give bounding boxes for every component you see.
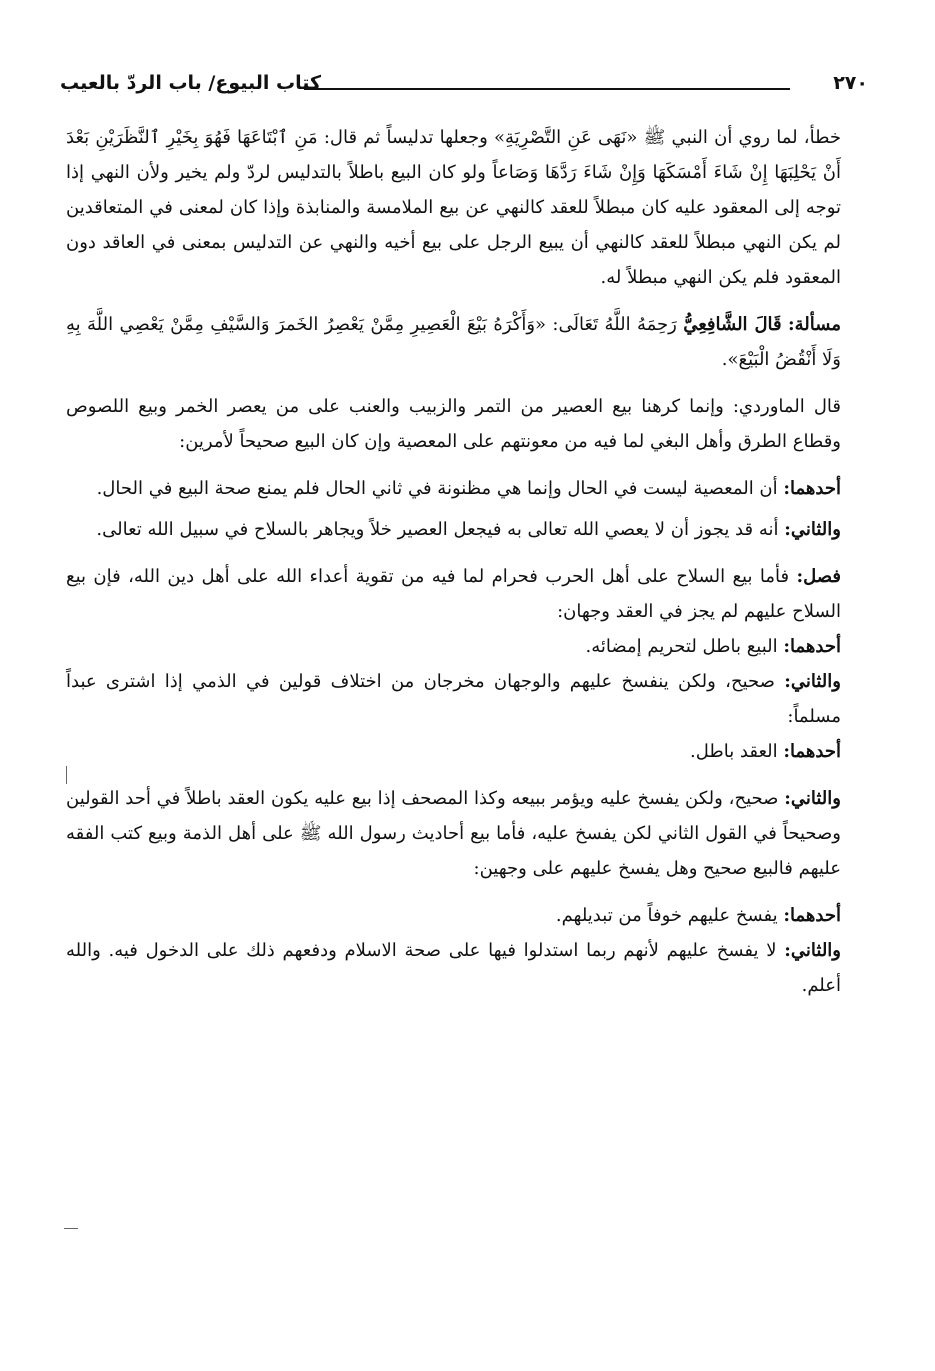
fasl-item-text: صحيح، ولكن يفسخ عليه ويؤمر ببيعه وكذا المصحف إذا بيع عليه يكون العقد باطلاً في أحد القولين وصحيحاً في القول الثاني لكن يفسخ عليه، فأما بيع أحاديث رسول الله ﷺ على أهل الذمة وبيع كتب الفقه عليهم فالبيع صحيح وهل يفسخ عليهم على وجهين: xyxy=(66,788,841,879)
fasl-item-label: والثاني: xyxy=(784,671,841,692)
page-body xyxy=(66,120,841,1003)
page-number: ٢٧٠ xyxy=(833,72,868,94)
reason-item xyxy=(66,512,841,547)
reason-label: والثاني: xyxy=(784,519,841,540)
fasl-item-label: أحدهما: xyxy=(783,636,841,657)
fasl-text: فأما بيع السلاح على أهل الحرب فحرام لما فيه من تقوية أعداء الله على أهل دين الله، فإن بيع السلاح عليهم لم يجز في العقد وجهان: xyxy=(66,566,841,622)
header-rule xyxy=(304,88,790,90)
fasl-item xyxy=(66,629,841,664)
fasl-item-label: والثاني: xyxy=(784,788,841,809)
reason-label: أحدهما: xyxy=(783,478,841,499)
running-title: كتاب البيوع/ باب الردّ بالعيب xyxy=(60,72,322,94)
fasl-item-text: لا يفسخ عليهم لأنهم ربما استدلوا فيها على صحة الاسلام ودفعهم ذلك على الدخول فيه. والله أعلم. xyxy=(66,940,841,996)
fasl-item-label: والثاني: xyxy=(784,940,842,961)
fasl-item-text: البيع باطل لتحريم إمضائه. xyxy=(585,636,778,657)
fasl-item xyxy=(66,781,841,886)
fasl-item xyxy=(66,933,841,1003)
fasl-item xyxy=(66,898,841,933)
mawardi-paragraph: قال الماوردي: وإنما كرهنا بيع العصير من التمر والزبيب والعنب على من يعصر الخمر وبيع اللصوص وقطاع الطرق وأهل البغي لما فيه من معونتهم على المعصية وإن كان البيع صحيحاً لأمرين: xyxy=(66,396,841,452)
paragraph: خطأ، لما روي أن النبي ﷺ «نَهَى عَنِ التَّصْرِيَةِ» وجعلها تدليساً ثم قال: مَنِ ٱبْتَاعَهَا فَهُوَ بِخَيْرِ ٱلنَّظَرَيْنِ بَعْدَ أَنْ يَحْلِبَهَا إِنْ شَاءَ أَمْسَكَهَا وَإِنْ شَاءَ رَدَّهَا وَصَاعاً ولو كان البيع باطلاً بالتدليس لردّ ولم يخير ولأن النهي إذا توجه إلى المعقود عليه كان مبطلاً للعقد كالنهي عن بيع الملامسة والمنابذة وإذا كان لمعنى في المتعاقدين لم يكن النهي مبطلاً للعقد كالنهي أن يبيع الرجل على بيع أخيه والنهي عن التدليس بمعنى في العاقد دون المعقود فلم يكن النهي مبطلاً له. xyxy=(66,127,841,288)
margin-mark xyxy=(64,1228,78,1229)
reason-text: أنه قد يجوز أن لا يعصي الله تعالى به فيجعل العصير خلاً ويجاهر بالسلاح في سبيل الله تعالى. xyxy=(96,519,779,540)
reason-text: أن المعصية ليست في الحال وإنما هي مظنونة في ثاني الحال فلم يمنع صحة البيع في الحال. xyxy=(96,478,778,499)
fasl-item-label: أحدهما: xyxy=(783,905,841,926)
masala-lead: قَالَ الشَّافِعِيُّ xyxy=(683,314,782,335)
fasl-item-label: أحدهما: xyxy=(783,741,841,762)
fasl-item xyxy=(66,734,841,769)
page-header xyxy=(60,72,868,102)
masala-label: مسألة: xyxy=(788,314,841,335)
masala-paragraph xyxy=(66,307,841,377)
fasl-item xyxy=(66,664,841,734)
fasl-paragraph xyxy=(66,559,841,629)
fasl-item-text: صحيح، ولكن ينفسخ عليهم والوجهان مخرجان من اختلاف قولين في الذمي إذا اشترى عبداً مسلماً: xyxy=(66,671,841,727)
reason-item xyxy=(66,471,841,506)
masala-text: رَحِمَهُ اللَّهُ تَعَالَى: «وَأَكْرَهُ بَيْعَ الْعَصِيرِ مِمَّنْ يَعْصِرُ الخَمرَ وَالسَّيْفِ مِمَّنْ يَعْصِي اللَّهَ بِهِ وَلَا أَنْقُضُ الْبَيْعَ». xyxy=(66,314,841,370)
fasl-label: فصل: xyxy=(796,566,841,587)
fasl-item-text: العقد باطل. xyxy=(690,741,778,762)
fasl-item-text: يفسخ عليهم خوفاً من تبديلهم. xyxy=(555,905,778,926)
margin-mark xyxy=(66,766,67,784)
